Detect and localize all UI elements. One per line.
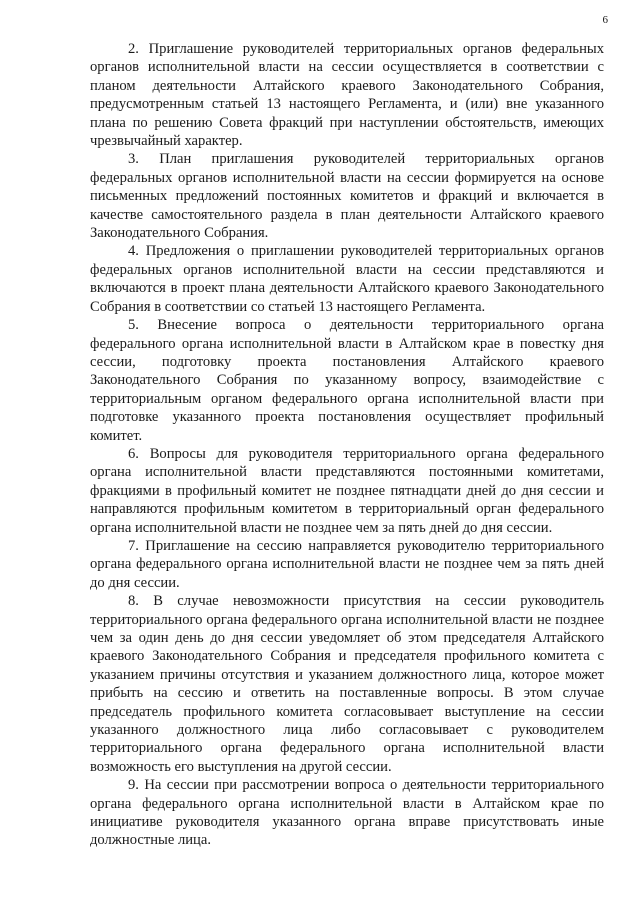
paragraph-5: 5. Внесение вопроса о деятельности территориального органа федерального органа исполнительной власти в Алтайском крае в повестку дня сессии, подготовку проекта постановления Алтайского краевого Законодательного Собрания по указанному вопросу, взаимодействие с территориальным органом федерального органа исполнительной власти при подготовке указанного проекта постановления осуществляет профильный комитет.: [90, 317, 604, 444]
paragraph-4: 4. Предложения о приглашении руководителей территориальных органов федеральных органов исполнительной власти на сессии представляются и включаются в проект плана деятельности Алтайского краевого Законодательного Собрания в соответствии со статьей 13 настоящего Регламента.: [90, 243, 604, 315]
paragraph-2: 2. Приглашение руководителей территориальных органов федеральных органов исполнительной власти на сессии осуществляется в соответствии с планом деятельности Алтайского краевого Законодательного Собрания, предусмотренным статьей 13 настоящего Регламента, и (или) вне указанного плана по решению Совета фракций при наступлении обстоятельств, имеющих чрезвычайный характер.: [90, 41, 604, 150]
paragraph-3: 3. План приглашения руководителей территориальных органов федеральных органов исполнительной власти на сессии формируется на основе письменных предложений постоянных комитетов и фракций и включается в качестве самостоятельного раздела в план деятельности Алтайского краевого Законодательного Собрания.: [90, 151, 604, 242]
paragraph-7: 7. Приглашение на сессию направляется руководителю территориального органа федерального органа исполнительной власти не позднее чем за пять дней до дня сессии.: [90, 537, 604, 591]
paragraph-6: 6. Вопросы для руководителя территориального органа федерального органа исполнительной власти представляются постоянными комитетами, фракциями в профильный комитет не позднее пятнадцати дней до дня сессии и направляются профильным комитетом в территориальный орган федерального органа исполнительной власти не позднее чем за пять дней до дня сессии.: [90, 445, 604, 536]
document-body: [90, 40, 604, 850]
page-number: 6: [602, 14, 608, 26]
paragraph-8: 8. В случае невозможности присутствия на сессии руководитель территориального органа федерального органа исполнительной власти не позднее чем за один день до дня сессии уведомляет об этом председателя Алтайского краевого Законодательного Собрания и председателя профильного комитета с указанием причины отсутствия и указанием должностного лица, которое может прибыть на сессию и ответить на поставленные вопросы. В этом случае председатель профильного комитета согласовывает выступление на сессии указанного должностного лица либо согласовывает с руководителем территориального органа федерального органа исполнительной власти возможность его выступления на другой сессии.: [90, 593, 604, 775]
paragraph-9: 9. На сессии при рассмотрении вопроса о деятельности территориального органа федерального органа исполнительной власти в Алтайском крае по инициативе руководителя указанного органа вправе присутствовать иные должностные лица.: [90, 777, 604, 849]
